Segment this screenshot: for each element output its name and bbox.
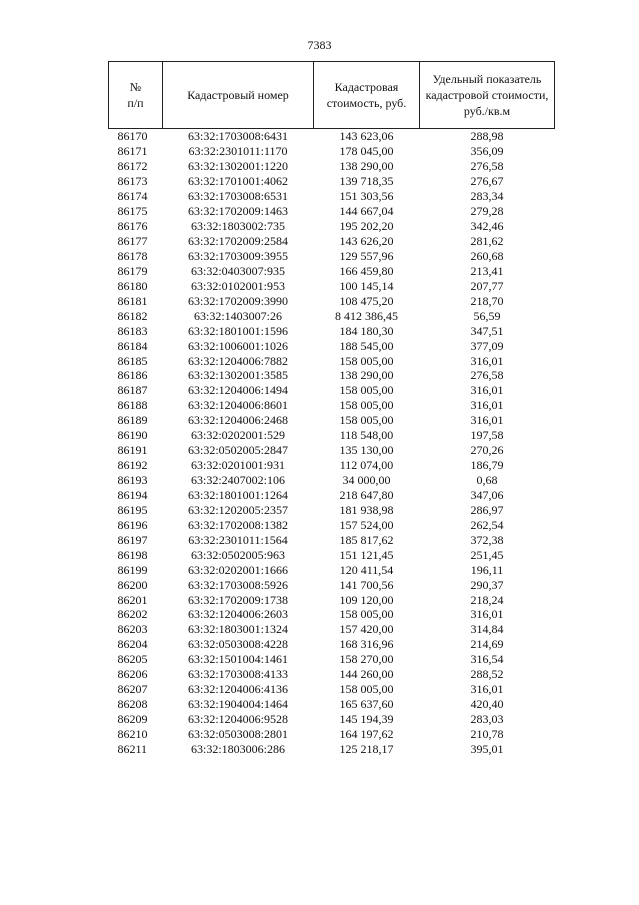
cell-cadastral-number: 63:32:1702008:1382 (187, 517, 288, 532)
cell-row-number: 86198 (117, 547, 148, 562)
cell-row-number: 86175 (117, 204, 148, 219)
cell-row-number: 86202 (117, 607, 148, 622)
cell-row-number: 86181 (117, 293, 148, 308)
table-row (109, 144, 555, 159)
cell-cadastral-number: 63:32:1801001:1596 (187, 323, 288, 338)
table-row (109, 577, 555, 592)
table-row (109, 473, 555, 488)
cell-cadastral-number: 63:32:0503008:2801 (187, 726, 288, 741)
cell-unit-value: 316,01 (470, 607, 504, 622)
cell-cadastral-number: 63:32:0201001:931 (190, 458, 285, 473)
cell-cadastral-number: 63:32:1803002:735 (190, 219, 285, 234)
cell-cadastral-number: 63:32:0202001:529 (190, 428, 285, 443)
cell-cadastral-value: 143 623,06 (314, 129, 420, 144)
cell-cadastral-value: 188 545,00 (339, 338, 394, 353)
cell-unit-value: 207,77 (470, 278, 504, 293)
cell-cadastral-value: 157 420,00 (339, 622, 394, 637)
cell-cadastral-number: 63:32:1006001:1026 (187, 338, 288, 353)
cell-unit-value: 372,38 (470, 532, 504, 547)
cell-cadastral-number: 63:32:2301011:1564 (188, 532, 288, 547)
cell-row-number: 86197 (117, 532, 148, 547)
header-cadastral-number (163, 62, 314, 129)
cell-row-number: 86184 (117, 338, 148, 353)
cell-unit-value: 420,40 (470, 697, 504, 712)
table-row (109, 353, 555, 368)
header-row-number-label: № п/п (127, 80, 144, 110)
table-row (109, 517, 555, 532)
cell-row-number: 86196 (117, 517, 148, 532)
cell-unit-value: 276,67 (470, 174, 504, 189)
table-row (109, 189, 555, 204)
cell-row-number: 86177 (117, 234, 148, 249)
table-row (109, 368, 555, 383)
table-row (109, 682, 555, 697)
cell-unit-value: 262,54 (470, 517, 504, 532)
cell-cadastral-value: 164 197,62 (339, 726, 394, 741)
cell-unit-value: 316,01 (470, 398, 504, 413)
cell-row-number: 86188 (117, 398, 148, 413)
cell-cadastral-number: 63:32:1403007:26 (193, 308, 282, 323)
cell-cadastral-value: 144 260,00 (339, 667, 394, 682)
cell-cadastral-number: 63:32:0502005:963 (190, 547, 285, 562)
cell-unit-value: 270,26 (470, 443, 504, 458)
table-row (109, 667, 555, 682)
cell-cadastral-value: 158 005,00 (339, 398, 394, 413)
cell-unit-value: 283,03 (470, 712, 504, 727)
cell-row-number: 86179 (117, 263, 148, 278)
table-row (109, 488, 555, 503)
table-row (109, 308, 555, 323)
cell-unit-value: 196,11 (470, 562, 504, 577)
cell-cadastral-value: 166 459,80 (339, 263, 394, 278)
cell-unit-value: 288,52 (470, 667, 504, 682)
cell-unit-value: 395,01 (470, 741, 504, 756)
cell-cadastral-value: 100 145,14 (339, 278, 394, 293)
table-row (109, 562, 555, 577)
table-row (109, 741, 555, 756)
table-row (109, 712, 555, 727)
cell-row-number: 86186 (117, 368, 148, 383)
table-row (109, 502, 555, 517)
cell-cadastral-value: 218 647,80 (339, 487, 394, 502)
cell-cadastral-number: 63:32:1204006:9528 (187, 712, 288, 727)
cell-cadastral-number: 63:32:0502005:2847 (187, 443, 288, 458)
cell-cadastral-number: 63:32:1204006:1494 (187, 383, 288, 398)
cell-cadastral-value: 158 270,00 (339, 652, 394, 667)
cell-cadastral-value: 141 700,56 (339, 577, 394, 592)
cell-unit-value: 342,46 (470, 219, 504, 234)
cell-unit-value: 314,84 (470, 622, 504, 637)
cell-unit-value: 286,97 (470, 502, 504, 517)
cell-row-number: 86182 (117, 308, 148, 323)
cell-cadastral-value: 181 938,98 (339, 502, 394, 517)
cell-row-number: 86199 (117, 562, 148, 577)
cell-unit-value: 283,34 (470, 189, 504, 204)
cell-cadastral-value: 145 194,39 (339, 712, 394, 727)
cell-row-number: 86207 (117, 682, 148, 697)
cell-unit-value: 276,58 (470, 159, 504, 174)
cell-cadastral-value: 158 005,00 (339, 353, 394, 368)
table-row (109, 263, 555, 278)
header-unit-value (420, 62, 555, 129)
cell-unit-value: 251,45 (470, 547, 504, 562)
cell-unit-value: 377,09 (470, 338, 504, 353)
header-cadastral-value (314, 62, 420, 129)
cell-cadastral-number: 63:32:1803006:286 (190, 741, 285, 756)
cell-cadastral-value: 158 005,00 (339, 682, 394, 697)
cell-cadastral-value: 34 000,00 (342, 473, 391, 488)
table-row (109, 547, 555, 562)
cell-cadastral-number: 63:32:1204006:4136 (187, 682, 288, 697)
cell-row-number: 86170 (109, 129, 163, 144)
cell-cadastral-number: 63:32:1703008:5926 (187, 577, 288, 592)
cell-cadastral-value: 8 412 386,45 (335, 308, 398, 323)
cell-unit-value: 197,58 (470, 428, 504, 443)
cell-row-number: 86180 (117, 278, 148, 293)
cell-cadastral-value: 158 005,00 (339, 383, 394, 398)
cell-cadastral-number: 63:32:1904004:1464 (187, 697, 288, 712)
table-row (109, 219, 555, 234)
cell-unit-value: 290,37 (470, 577, 504, 592)
table-row (109, 532, 555, 547)
cell-cadastral-value: 165 637,60 (339, 697, 394, 712)
cell-row-number: 86183 (117, 323, 148, 338)
cell-cadastral-value: 125 218,17 (339, 741, 394, 756)
table-row (109, 607, 555, 622)
cell-cadastral-number: 63:32:1702009:3990 (187, 293, 288, 308)
table-row (109, 323, 555, 338)
cell-unit-value: 347,51 (470, 323, 504, 338)
cell-cadastral-number: 63:32:1204006:7882 (187, 353, 288, 368)
cell-cadastral-number: 63:32:0403007:935 (190, 263, 285, 278)
header-unit-value-label: Удельный показатель кадастровой стоимости, руб./кв.м (425, 72, 549, 118)
table-row (109, 592, 555, 607)
cell-row-number: 86172 (117, 159, 148, 174)
cell-cadastral-number: 63:32:1702009:1738 (187, 592, 288, 607)
cell-cadastral-number: 63:32:1701001:4062 (187, 174, 288, 189)
cell-cadastral-value: 120 411,54 (339, 562, 394, 577)
cell-row-number: 86200 (117, 577, 148, 592)
cell-cadastral-number: 63:32:0102001:953 (190, 278, 285, 293)
page-number: 7383 (307, 38, 332, 52)
table-row (109, 443, 555, 458)
cell-cadastral-value: 139 718,35 (339, 174, 394, 189)
table-row (109, 622, 555, 637)
cell-unit-value: 288,98 (420, 129, 555, 144)
cell-unit-value: 316,54 (470, 652, 504, 667)
cell-cadastral-value: 178 045,00 (339, 144, 394, 159)
cell-unit-value: 316,01 (470, 413, 504, 428)
cell-row-number: 86171 (117, 144, 148, 159)
table-row (109, 278, 555, 293)
cell-cadastral-number: 63:32:1703009:3955 (187, 248, 288, 263)
cell-row-number: 86210 (117, 726, 148, 741)
cell-cadastral-value: 158 005,00 (339, 413, 394, 428)
cell-cadastral-value: 144 667,04 (339, 204, 394, 219)
cell-row-number: 86201 (117, 592, 148, 607)
cell-cadastral-value: 108 475,20 (339, 293, 394, 308)
cell-cadastral-number: 63:32:0503008:4228 (187, 637, 288, 652)
cell-cadastral-number: 63:32:1501004:1461 (187, 652, 288, 667)
cell-cadastral-number: 63:32:1702009:2584 (187, 234, 288, 249)
cell-cadastral-value: 151 303,56 (339, 189, 394, 204)
cell-row-number: 86191 (117, 443, 148, 458)
header-row (109, 62, 555, 129)
cell-row-number: 86208 (117, 697, 148, 712)
cell-cadastral-number: 63:32:1204006:8601 (187, 398, 288, 413)
table-row (109, 697, 555, 712)
cell-cadastral-number: 63:32:2407002:106 (190, 473, 285, 488)
table-body (109, 129, 555, 757)
cell-cadastral-value: 112 074,00 (339, 458, 394, 473)
cell-unit-value: 186,79 (470, 458, 504, 473)
table-row (109, 637, 555, 652)
cell-unit-value: 56,59 (473, 308, 501, 323)
cell-row-number: 86174 (117, 189, 148, 204)
cell-cadastral-value: 184 180,30 (339, 323, 394, 338)
cell-cadastral-number: 63:32:1702009:1463 (187, 204, 288, 219)
table-row (109, 413, 555, 428)
cell-cadastral-number: 63:32:1202005:2357 (187, 502, 288, 517)
cell-cadastral-value: 118 548,00 (339, 428, 394, 443)
table-row (109, 398, 555, 413)
cell-unit-value: 210,78 (470, 726, 504, 741)
table-row (109, 727, 555, 742)
table-row (109, 129, 555, 144)
cell-cadastral-value: 195 202,20 (339, 219, 394, 234)
table-row (109, 249, 555, 264)
cell-row-number: 86194 (117, 487, 148, 502)
cell-unit-value: 260,68 (470, 248, 504, 263)
cell-unit-value: 316,01 (470, 682, 504, 697)
cell-row-number: 86173 (117, 174, 148, 189)
cell-cadastral-value: 157 524,00 (339, 517, 394, 532)
cell-unit-value: 214,69 (470, 637, 504, 652)
cell-cadastral-value: 143 626,20 (339, 234, 394, 249)
table-row (109, 174, 555, 189)
cell-cadastral-number: 63:32:1703008:4133 (187, 667, 288, 682)
cell-row-number: 86178 (117, 248, 148, 263)
table-row (109, 293, 555, 308)
cell-cadastral-number: 63:32:1302001:3585 (187, 368, 288, 383)
cell-unit-value: 279,28 (470, 204, 504, 219)
table-row (109, 458, 555, 473)
cell-cadastral-number: 63:32:1703008:6531 (187, 189, 288, 204)
cell-unit-value: 281,62 (470, 234, 504, 249)
cell-row-number: 86195 (117, 502, 148, 517)
cell-unit-value: 276,58 (470, 368, 504, 383)
cell-cadastral-number: 63:32:1703008:6431 (163, 129, 314, 144)
table-row (109, 159, 555, 174)
table-row (109, 204, 555, 219)
cell-cadastral-number: 63:32:1204006:2468 (187, 413, 288, 428)
cell-cadastral-number: 63:32:1801001:1264 (187, 487, 288, 502)
cell-row-number: 86176 (117, 219, 148, 234)
cell-cadastral-number: 63:32:2301011:1170 (188, 144, 288, 159)
table-row (109, 428, 555, 443)
cell-unit-value: 0,68 (476, 473, 498, 488)
cell-row-number: 86203 (117, 622, 148, 637)
cell-unit-value: 316,01 (470, 353, 504, 368)
cell-unit-value: 316,01 (470, 383, 504, 398)
cell-cadastral-value: 138 290,00 (339, 368, 394, 383)
cell-cadastral-value: 135 130,00 (339, 443, 394, 458)
cell-row-number: 86193 (117, 473, 148, 488)
cell-cadastral-value: 168 316,96 (339, 637, 394, 652)
cell-row-number: 86187 (117, 383, 148, 398)
cell-cadastral-number: 63:32:0202001:1666 (187, 562, 288, 577)
cell-unit-value: 356,09 (470, 144, 504, 159)
cell-cadastral-value: 151 121,45 (339, 547, 394, 562)
cell-unit-value: 213,41 (470, 263, 504, 278)
cell-unit-value: 218,24 (470, 592, 504, 607)
cell-row-number: 86211 (117, 741, 148, 756)
cell-row-number: 86189 (117, 413, 148, 428)
cell-cadastral-value: 158 005,00 (339, 607, 394, 622)
cell-cadastral-number: 63:32:1302001:1220 (187, 159, 288, 174)
cell-unit-value: 218,70 (470, 293, 504, 308)
cell-cadastral-value: 185 817,62 (339, 532, 394, 547)
cell-row-number: 86206 (117, 667, 148, 682)
table-row (109, 652, 555, 667)
cell-cadastral-number: 63:32:1204006:2603 (187, 607, 288, 622)
header-cadastral-number-label: Кадастровый номер (187, 88, 289, 102)
table-row (109, 338, 555, 353)
cell-row-number: 86204 (117, 637, 148, 652)
cell-cadastral-value: 109 120,00 (339, 592, 394, 607)
header-row-number (109, 62, 163, 129)
cell-cadastral-value: 129 557,96 (339, 248, 394, 263)
cell-unit-value: 347,06 (470, 487, 504, 502)
cell-row-number: 86205 (117, 652, 148, 667)
table-header (109, 62, 555, 129)
cell-cadastral-number: 63:32:1803001:1324 (187, 622, 288, 637)
cell-row-number: 86190 (117, 428, 148, 443)
cell-cadastral-value: 138 290,00 (339, 159, 394, 174)
cell-row-number: 86185 (117, 353, 148, 368)
cadastral-value-table (108, 61, 555, 756)
table-row (109, 234, 555, 249)
cell-row-number: 86192 (117, 458, 148, 473)
cell-row-number: 86209 (117, 712, 148, 727)
header-cadastral-value-label: Кадастровая стоимость, руб. (326, 80, 407, 110)
table-row (109, 383, 555, 398)
